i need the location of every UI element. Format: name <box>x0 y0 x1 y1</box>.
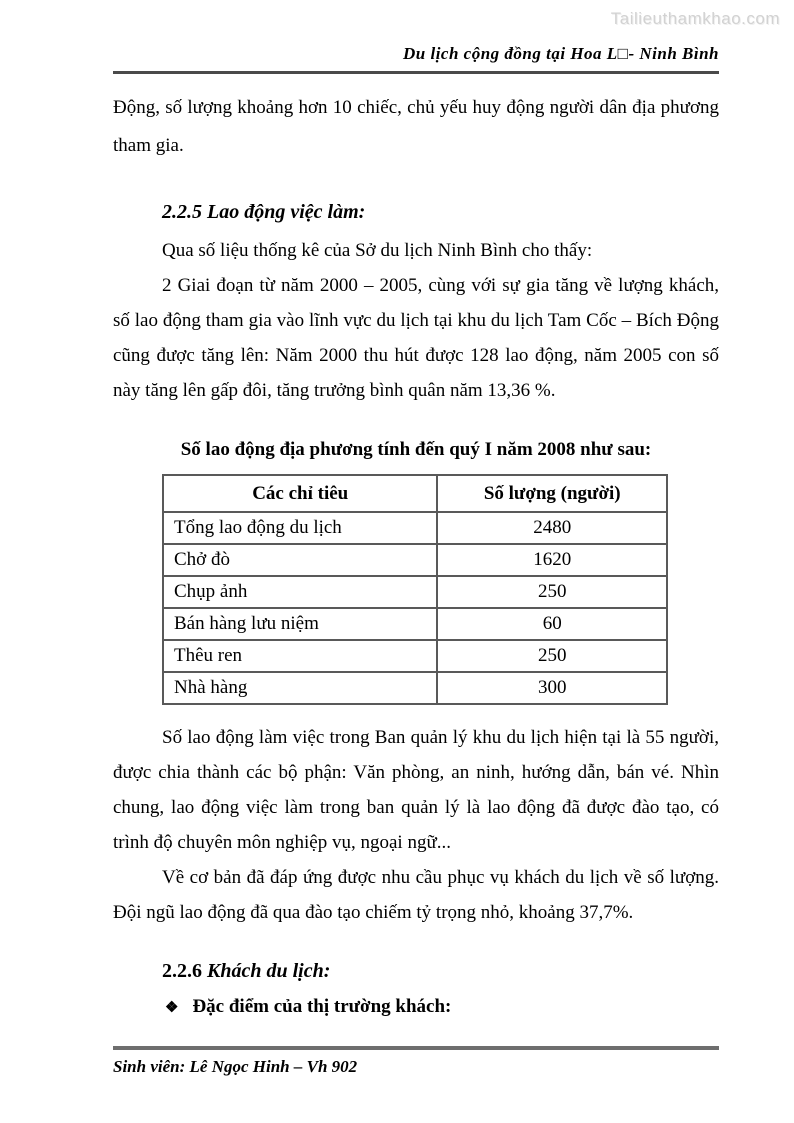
column-header-quantity: Số lượng (người) <box>437 475 667 512</box>
table-row <box>163 640 667 672</box>
section-heading-2-2-5: 2.2.5 Lao động việc làm: <box>162 201 366 223</box>
paragraph-training-ratio: Về cơ bản đã đáp ứng được nhu cầu phục vụ khách du lịch về số lượng. Đội ngũ lao động đã qua đào tạo chiếm tỷ trọng nhỏ, khoảng 37,7%. <box>113 867 719 923</box>
section-title: Khách du lịch: <box>207 960 331 982</box>
table-row <box>163 672 667 704</box>
page-content <box>113 0 719 1018</box>
row-label: Tổng lao động du lịch <box>163 512 437 544</box>
section-heading-2-2-6 <box>162 960 719 983</box>
row-label: Nhà hàng <box>163 672 437 704</box>
bullet-item-market-characteristics <box>165 996 719 1018</box>
row-label: Bán hàng lưu niệm <box>163 608 437 640</box>
table-caption: Số lao động địa phương tính đến quý I năm 2008 như sau: <box>180 439 652 460</box>
row-value: 2480 <box>437 512 667 544</box>
watermark: Tailieuthamkhao.com <box>610 9 780 28</box>
table-row <box>163 576 667 608</box>
footer-student-name: Sinh viên: Lê Ngọc Hinh – Vh 902 <box>113 1057 358 1076</box>
row-label: Chở đò <box>163 544 437 576</box>
labor-table-head <box>163 475 667 512</box>
row-value: 60 <box>437 608 667 640</box>
page-footer <box>113 1046 719 1077</box>
diamond-bullet-icon: ❖ <box>165 1000 179 1016</box>
row-value: 250 <box>437 576 667 608</box>
table-row <box>163 544 667 576</box>
column-header-criteria: Các chỉ tiêu <box>163 475 437 512</box>
table-row <box>163 512 667 544</box>
paragraph-management-board: Số lao động làm việc trong Ban quản lý khu du lịch hiện tại là 55 người, được chia thành các bộ phận: Văn phòng, an ninh, hướng dẫn, bán vé. Nhìn chung, lao động việc làm trong ban quản lý là lao động đã được đào tạo, có trình độ chuyên môn nghiệp vụ, ngoại ngữ... <box>113 727 719 853</box>
bullet-text: Đặc điểm của thị trường khách: <box>192 996 452 1017</box>
paragraph-growth: 2 Giai đoạn từ năm 2000 – 2005, cùng với sự gia tăng về lượng khách, số lao động tham gia vào lĩnh vực du lịch tại khu du lịch Tam Cốc – Bích Động cũng được tăng lên: Năm 2000 thu hút được 128 lao động, năm 2005 con số này tăng lên gấp đôi, tăng trưởng bình quân năm 13,36 %. <box>113 275 719 401</box>
running-head-title: Du lịch cộng đồng tại Hoa L□- Ninh Bình <box>403 44 719 63</box>
section-number: 2.2.6 <box>162 960 202 982</box>
table-row <box>163 608 667 640</box>
row-value: 250 <box>437 640 667 672</box>
row-value: 300 <box>437 672 667 704</box>
row-value: 1620 <box>437 544 667 576</box>
row-label: Thêu ren <box>163 640 437 672</box>
paragraph-statistics-lead: Qua số liệu thống kê của Sở du lịch Ninh Bình cho thấy: <box>162 240 593 261</box>
labor-table <box>162 474 668 705</box>
table-header-row <box>163 475 667 512</box>
labor-table-body <box>163 512 667 704</box>
paragraph-intro: Động, số lượng khoảng hơn 10 chiếc, chủ yếu huy động người dân địa phương tham gia. <box>113 97 719 156</box>
row-label: Chụp ảnh <box>163 576 437 608</box>
